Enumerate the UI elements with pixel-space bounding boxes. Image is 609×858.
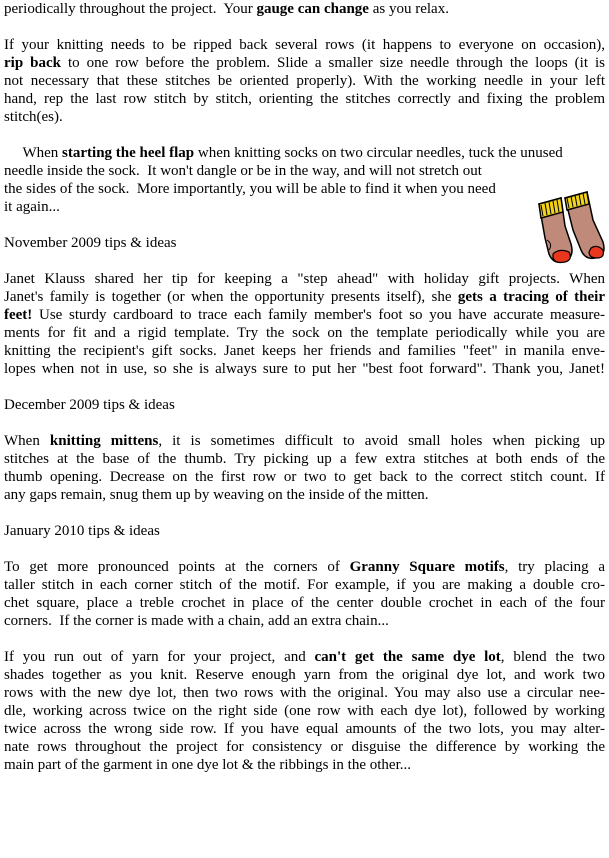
text-line (4, 90, 605, 108)
bold-phrase: Granny Square motifs (349, 559, 505, 575)
text-run: taller stitch in each corner stitch of the motif. For example, if you are making a double cro- (4, 577, 605, 593)
text-run: periodically throughout the project. Your (4, 1, 257, 17)
text-run: twice across the wrong side row. If you have equal amounts of the two lots, you may alter- (4, 721, 605, 737)
socks-clipart-icon (531, 184, 607, 268)
text-run: rows with the new dye lot, then two rows with the original. You may also use a circular nee- (4, 685, 605, 701)
text-run: ments for fit and a rigid template. Try the sock on the template periodically while you are (4, 325, 605, 341)
intro-paragraph (4, 0, 605, 18)
text-line (4, 648, 605, 666)
text-line (4, 576, 605, 594)
nov-2009-paragraph (4, 270, 605, 378)
text-run: needle inside the sock. It won't dangle or be in the way, and will not stretch out (4, 163, 482, 179)
section-heading-jan-2010: January 2010 tips & ideas (4, 523, 160, 539)
text-run: shades together as you knit. Reserve enough yarn from the original dye lot, and work two (4, 667, 605, 683)
text-run: When (4, 145, 63, 161)
text-run: stitches at the base of the thumb. Try picking up a few extra stitches at both ends of the (4, 451, 605, 467)
text-line (4, 756, 605, 774)
text-run: corners. If the corner is made with a chain, add an extra chain... (4, 613, 389, 629)
text-line (4, 468, 605, 486)
text-run: when knitting socks on two circular needles, tuck the unused (194, 145, 563, 161)
text-line (4, 108, 605, 126)
text-line (4, 612, 605, 630)
bold-phrase: rip back (4, 55, 62, 71)
text-line (4, 54, 605, 72)
text-run: it again... (4, 199, 60, 215)
text-line (4, 720, 605, 738)
text-run: lopes when not in use, so she is always sure to put her "best foot forward". Thank you, Janet! (4, 361, 605, 377)
bold-phrase: gauge can change (256, 1, 369, 17)
text-run: any gaps remain, snug them up by weaving on the inside of the mitten. (4, 487, 429, 503)
text-run: If you run out of yarn for your project, and (4, 649, 315, 665)
dye-lot-paragraph (4, 648, 605, 774)
text-line (4, 450, 605, 468)
text-run: knitting the recipient's gift socks. Janet keeps her friends and families "feet" in manila enve- (4, 343, 605, 359)
text-line (4, 360, 605, 378)
bold-phrase: feet! (4, 307, 33, 323)
text-line (4, 270, 605, 288)
text-run: nate rows throughout the project for consistency or disguise the difference by working the (4, 739, 605, 755)
text-run: the sides of the sock. More importantly, you will be able to find it when you need (4, 181, 496, 197)
jan-2010-paragraph (4, 558, 605, 630)
text-run: hand, rep the last row stitch by stitch, orienting the stitches correctly and fixing the problem (4, 91, 605, 107)
text-run: If your knitting needs to be ripped back several rows (it happens to everyone on occasion), (4, 37, 605, 53)
text-run: thumb opening. Decrease on the first row or two to get back to the correct stitch count. If (4, 469, 605, 485)
text-run: stitch(es). (4, 109, 63, 125)
text-run: Janet Klauss shared her tip for keeping a "step ahead" with holiday gift projects. When (4, 271, 605, 287)
text-line (4, 36, 605, 54)
text-line (4, 702, 605, 720)
document-page (4, 0, 605, 774)
text-line (4, 684, 605, 702)
text-run: , try placing a (504, 559, 605, 575)
text-run: Janet's family is together (or when the opportunity presents itself), she (4, 289, 458, 305)
rip-back-paragraph (4, 36, 605, 126)
text-line (4, 432, 605, 450)
bold-phrase: can't get the same dye lot (314, 649, 501, 665)
text-run: dle, working across twice on the right side (one row with each dye lot), followed by working (4, 703, 605, 719)
bold-phrase: knitting mittens (49, 433, 159, 449)
text-line (4, 144, 605, 162)
section-heading-dec-2009: December 2009 tips & ideas (4, 397, 175, 413)
text-line (4, 738, 605, 756)
text-run: , it is sometimes difficult to avoid small holes when picking up (158, 433, 605, 449)
text-line (4, 486, 605, 504)
text-line (4, 72, 605, 90)
text-line (4, 162, 605, 180)
text-run: not necessary that these stitches be oriented properly). With the working needle in your left (4, 73, 605, 89)
text-line (4, 666, 605, 684)
text-run: chet square, place a treble crochet in place of the center double crochet in each of the four (4, 595, 605, 611)
text-run: as you relax. (368, 1, 449, 17)
text-line (4, 180, 605, 198)
text-line (4, 342, 605, 360)
bold-phrase: starting the heel flap (62, 145, 195, 161)
text-run: , blend the two (500, 649, 605, 665)
text-line (4, 198, 605, 216)
text-run: main part of the garment in one dye lot & the ribbings in the other... (4, 757, 411, 773)
text-line (4, 288, 605, 306)
text-line (4, 306, 605, 324)
text-line (4, 594, 605, 612)
text-line (4, 558, 605, 576)
section-heading-nov-2009: November 2009 tips & ideas (4, 235, 177, 251)
bold-phrase: gets a tracing of their (457, 289, 605, 305)
text-run: to one row before the problem. Slide a smaller size needle through the loops (it is (61, 55, 605, 71)
text-run: To get more pronounced points at the corners of (4, 559, 350, 575)
heel-flap-paragraph (4, 144, 605, 216)
text-line (4, 0, 605, 18)
text-run: Use sturdy cardboard to trace each family member's foot so you have accurate measure- (32, 307, 605, 323)
text-run: When (4, 433, 50, 449)
text-line (4, 324, 605, 342)
dec-2009-paragraph (4, 432, 605, 504)
